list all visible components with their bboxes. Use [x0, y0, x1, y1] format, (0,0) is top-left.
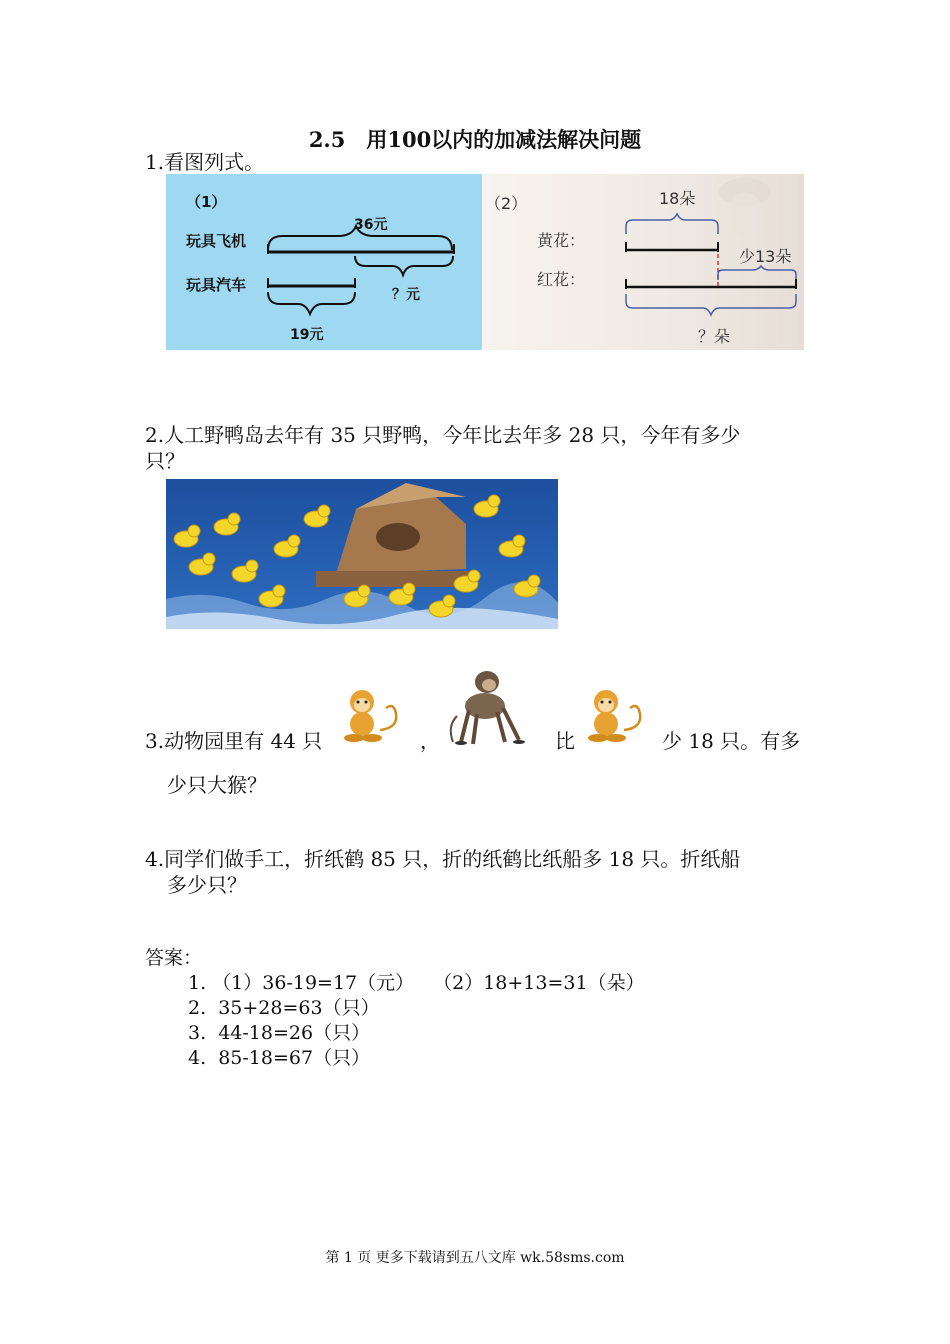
- toy-car-label: 玩具汽车: [186, 276, 247, 294]
- question-4-line-1: 4.同学们做手工，折纸鹤 85 只，折的纸鹤比纸船多 18 只。折纸船: [145, 847, 741, 871]
- unknown-yuan-label: ？元: [392, 287, 420, 303]
- question-2-line-2: 只？: [145, 449, 185, 473]
- panel-2-label: （2）: [485, 194, 528, 213]
- answer-1: 1. （1）36-19=17（元） （2）18+13=31（朵）: [188, 972, 645, 994]
- part-19-label: 19元: [290, 327, 324, 343]
- page-footer: 第 1 页 更多下载请到五八文库 wk.58sms.com: [325, 1250, 625, 1266]
- page-title: 2.5 用100以内的加减法解决问题: [308, 127, 642, 152]
- diagram-panel-2: [483, 174, 804, 350]
- question-3-bi: 比: [555, 729, 575, 753]
- duck-island-image: [166, 479, 558, 629]
- big-monkey-icon: [443, 670, 529, 746]
- question-3-part-1: 3.动物园里有 44 只: [145, 729, 323, 753]
- toy-plane-label: 玩具飞机: [186, 232, 247, 250]
- answer-3: 3. 44-18=26（只）: [188, 1022, 371, 1044]
- question-1-text: 1.看图列式。: [145, 150, 265, 174]
- question-4-line-2: 多少只？: [167, 873, 247, 897]
- diff-13-label: 少13朵: [739, 247, 792, 266]
- total-36-label: 36元: [354, 217, 388, 233]
- question-3-line-2: 少只大猴？: [167, 773, 267, 797]
- yellow-flower-label: 黄花：: [537, 231, 586, 250]
- diagram-panel-1: [166, 174, 482, 350]
- answer-2: 2. 35+28=63（只）: [188, 997, 380, 1019]
- red-flower-label: 红花：: [537, 270, 586, 289]
- unknown-flowers-label: ？朵: [698, 327, 731, 346]
- answer-4: 4. 85-18=67（只）: [188, 1047, 371, 1069]
- small-monkey-icon-2: [584, 688, 648, 744]
- top-18-label: 18朵: [659, 189, 696, 208]
- panel-1-label: （1）: [186, 193, 227, 211]
- question-3-comma: ，: [420, 729, 440, 753]
- small-monkey-icon-1: [340, 688, 404, 744]
- segment-diagram-1: [166, 174, 482, 350]
- question-2-line-1: 2.人工野鸭岛去年有 35 只野鸭，今年比去年多 28 只，今年有多少: [145, 423, 741, 447]
- answers-heading: 答案：: [145, 947, 203, 969]
- question-3-part-2: 少 18 只。有多: [662, 729, 801, 753]
